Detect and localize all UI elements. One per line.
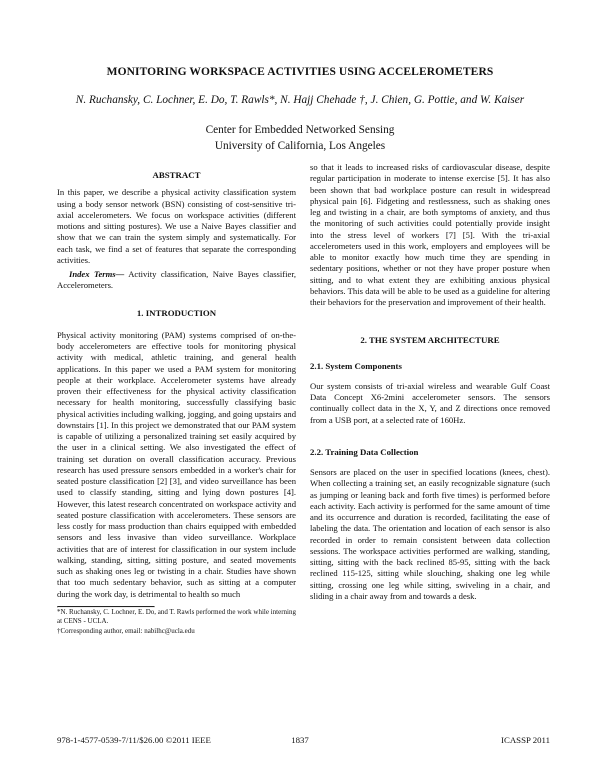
footer-page-number: 1837 xyxy=(291,735,309,745)
author-list: N. Ruchansky, C. Lochner, E. Do, T. Rawls*, N. Hajj Chehade †, J. Chien, G. Pottie, and W. Kaiser xyxy=(75,94,525,106)
footnote-2: †Corresponding author, email: nabilhc@ucla.edu xyxy=(57,626,195,635)
intro-heading: 1. INTRODUCTION xyxy=(136,307,217,318)
abstract-text: In this paper, we describe a physical activity classification system using a body sensor network (BSN) consisting of cost-sensitive tri-axial accelerometers. We focus on workspace activities (different motions and sitting postures). We use a Naive Bayes classifier and show that we can train the system simply and systematically. For each task, we find a set of features that separate the corresponding activities. xyxy=(57,187,296,265)
components-heading: 2.1. System Components xyxy=(310,360,402,371)
left-column xyxy=(57,170,296,636)
abstract-heading: ABSTRACT xyxy=(152,170,201,180)
training-text: Sensors are placed on the user in specified locations (knees, chest). When collecting a training set, an easily recognizable signature (such as jumping or leaning back and forth five times) is performed before each activity. Each activity is performed for the same amount of time and its occurrence and duration is recorded, facilitating the ease of labeling the data. The orientation and location of each sensor is also recorded in order to remain consistent between data collection sessions. The workspace activities performed are walking, standing, sitting, sitting with the back reclined 85-95, sitting with the back reclined 115-125, sitting while slouching, shaking one leg while sitting, crossing one leg while sitting, swiveling in a chair, and sliding in a chair away from and towards a desk. xyxy=(310,467,550,601)
intro-text: Physical activity monitoring (PAM) systems comprised of on-the-body accelerometers are effective tools for monitoring physical activity with medical, athletic training, and general health applications. In this paper we used a PAM system for monitoring people at their workplace. Accelerometer systems have already proven their effectiveness for the physical activity classification necessary for health monitoring, successfully classifying basic physical activities including walking, jogging, and going upstairs and downstairs [1]. In this project we demonstrated that our PAM system is capable of utilizing a personalized training set easily acquired by the user in a clinical setting. We also investigated the effect of training set duration on overall classification accuracy. Previous research has used pressure sensors embedded in a worker's chair for seated posture classification [2] [3], and video surveillance has been used to classify standing, sitting and lying down postures [4]. However, this latest research concentrated on workspace activity and seated posture classification with accelerometers. These sensors are less costly for mass production than chairs equipped with embedded sensors and less invasive than video surveillance. Workplace activities that are of interest for classification in our system include walking, standing, sitting, sitting posture, and seated movements such as shaking ones leg or twisting in a chair. Studies have shown that too much sedentary behavior, such as sitting at a computer during the work day, is detrimental to health so much xyxy=(57,329,296,599)
training-heading: 2.2. Training Data Collection xyxy=(310,446,419,457)
footnote-1: *N. Ruchansky, C. Lochner, E. Do, and T. Rawls performed the work while interning at CENS - UCLA. xyxy=(57,607,296,626)
footnotes xyxy=(57,608,296,637)
index-terms-label: Index Terms— xyxy=(69,269,125,279)
affiliation-line-2: University of California, Los Angeles xyxy=(214,140,386,152)
index-terms-text: Activity classification, Naive Bayes classifier, Accelerometers. xyxy=(57,269,297,291)
intro-text-continued: so that it leads to increased risks of cardiovascular disease, despite regular participation in moderate to intense exercise [5]. It has also been shown that bad workplace posture can result in widespread physical pain [6]. Fidgeting and restlessness, such as shaking ones leg and twisting in a chair, are both symptoms of anxiety, and thus the monitoring of such activities could potentially provide insight into the stress level of workers [7] [5]. With the tri-axial accelerometers used in this work, employers and employees will be able to monitor exactly how much time they are spending in sedentary positions, whether or not they have proper posture when sitting, and to what extent they are exhibiting anxious physical behaviors. This data will be able to be used as a guideline for altering their behaviors for the preservation and improvement of their health. xyxy=(310,162,550,307)
right-column xyxy=(310,162,550,602)
affiliation xyxy=(0,122,600,154)
affiliation-line-1: Center for Embedded Networked Sensing xyxy=(205,124,395,136)
index-terms xyxy=(57,269,296,292)
footer-isbn: 978-1-4577-0539-7/11/$26.00 ©2011 IEEE xyxy=(57,735,211,745)
footer-conference: ICASSP 2011 xyxy=(501,735,550,745)
system-heading: 2. THE SYSTEM ARCHITECTURE xyxy=(360,335,500,346)
components-text: Our system consists of tri-axial wireless and wearable Gulf Coast Data Concept X6-2mini accelerometer sensors. The sensors continually collect data in the X, Y, and Z directions once removed from a USB port, at a selected rate of 160Hz. xyxy=(310,380,550,425)
paper-title: MONITORING WORKSPACE ACTIVITIES USING ACCELEROMETERS xyxy=(106,66,494,78)
